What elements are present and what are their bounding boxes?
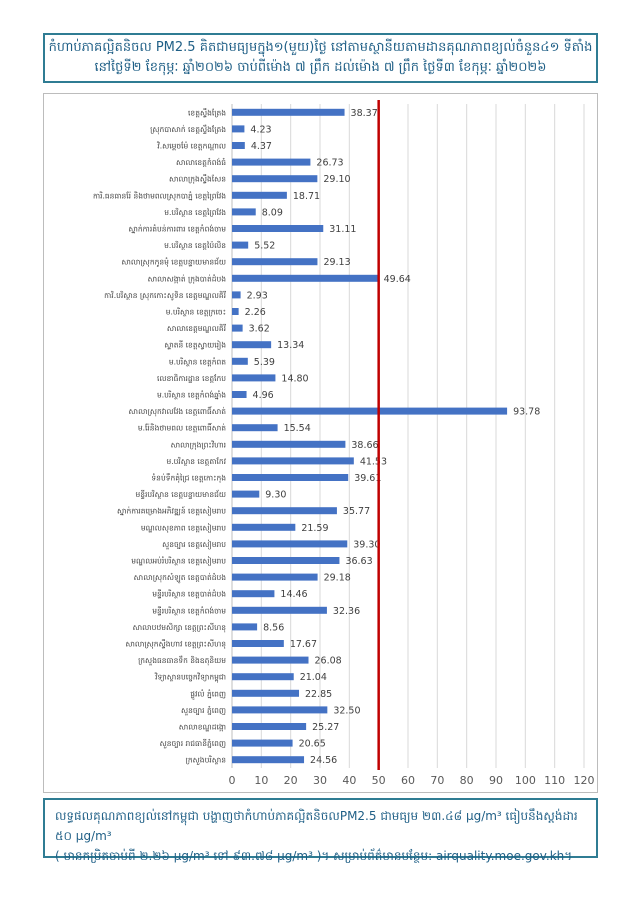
bar: [232, 258, 317, 265]
value-label: 29.18: [323, 572, 351, 584]
bar: [232, 159, 310, 166]
category-label: សាលាខេត្តមណ្ឌលគិរី: [166, 324, 226, 334]
x-tick-label: 0: [228, 774, 236, 787]
value-label: 3.62: [248, 323, 270, 335]
value-label: 32.36: [332, 605, 361, 617]
value-label: 8.56: [263, 622, 285, 634]
value-label: 21.59: [301, 522, 329, 534]
bar: [232, 723, 306, 730]
grid-lines: [232, 104, 584, 768]
value-label: 93.78: [513, 406, 541, 418]
x-tick-label: 80: [459, 774, 474, 787]
category-label: ម.បរិស្ថាន ខេត្តកំពត: [168, 357, 226, 367]
category-label: សួនច្បារ ភ្នំពេញ: [181, 705, 226, 715]
value-label: 20.65: [298, 738, 326, 750]
bar: [232, 441, 345, 448]
bar: [232, 540, 347, 547]
bar: [232, 574, 318, 581]
value-label: 32.50: [333, 705, 361, 717]
category-label: ម.បរិស្ថាន ខេត្តកំពង់ឆ្នាំង: [156, 390, 226, 400]
website-link[interactable]: airquality.moe.gov.kh: [435, 849, 565, 863]
bar: [232, 142, 245, 149]
bar: [232, 623, 257, 630]
bar-chart: [44, 94, 597, 792]
bar: [232, 358, 248, 365]
value-label: 39.30: [353, 539, 381, 551]
category-label: ម.បរិស្ថាន ខេត្តតាកែវ: [166, 456, 226, 466]
value-label: 14.46: [280, 589, 308, 601]
category-label: សាលាខណ្ឌដង្កោ: [178, 722, 226, 732]
category-label: ស្នាក់ការតំបន់ការពារ ខេត្តកំពង់ចាម: [128, 224, 226, 234]
value-label: 29.10: [323, 174, 351, 186]
category-label: លេខាធិការដ្ឋាន ខេត្តកែប: [156, 373, 226, 383]
category-label: មន្ទីរបរិស្ថាន ខេត្តបាត់ដំបង: [152, 589, 226, 599]
bar: [232, 706, 327, 713]
value-label: 25.27: [312, 722, 340, 733]
bar: [232, 657, 309, 664]
x-tick-label: 90: [489, 774, 503, 787]
bar: [232, 192, 287, 199]
value-label: 17.67: [289, 639, 318, 650]
category-label: ស្ទាតនី ខេត្តស្វាយរៀង: [164, 340, 226, 350]
value-label: 29.13: [323, 257, 351, 269]
category-label: សាលាស្រុកស្ទឹងហាវ ខេត្តព្រះសីហនុ: [125, 639, 226, 649]
bar: [232, 673, 294, 680]
bar: [232, 690, 299, 697]
x-tick-label: 20: [283, 774, 298, 787]
category-label: សាលាសង្កាត់ ក្រុងបាត់ដំបង: [147, 274, 226, 284]
category-label: មណ្ឌលអប់រំបរិស្ថាន ខេត្តសៀមរាប: [131, 556, 226, 566]
value-label: 4.37: [250, 141, 272, 152]
category-label: ការិ.បរិស្ថាន ស្រុកកោះសូទិន ខេត្តមណ្ឌលគិរី: [104, 290, 226, 300]
bar: [232, 308, 239, 315]
category-label: ទំនប់ទឹកគុំជ្រៃ ខេត្តកោះកុង: [151, 473, 226, 483]
category-label: សាលាក្រុងព្រះវិហារ: [170, 440, 226, 450]
category-label: សាលាខេត្តកំពង់ធំ: [176, 158, 226, 168]
x-tick-label: 60: [401, 774, 415, 787]
value-label: 8.09: [261, 207, 283, 219]
category-label: សួនច្បារ ខេត្តសៀមរាប: [162, 539, 226, 549]
category-label: វិ.សម្តេចម៉ែ ខេត្តកណ្ដាល: [157, 141, 226, 151]
bar: [232, 557, 339, 564]
category-label: ស្រុកបាសាក់ ខេត្តស្ទឹងត្រែង: [150, 124, 226, 134]
summary-line-1: លទ្ធផលគុណភាពខ្យល់នៅកម្ពុជា បង្ហាញថាកំហាប់ភាគល្អិតនិចលPM2.5 ជាមធ្យម ២៣.៤៨ µg/m³ ធៀបនឹងស្តង់ដារ ៥០ µg/m³: [55, 809, 578, 843]
bar: [232, 325, 243, 332]
x-tick-label: 100: [514, 774, 536, 787]
bar: [232, 740, 293, 747]
x-tick-label: 120: [573, 774, 595, 787]
bar: [232, 524, 295, 531]
category-label: ម.បរិស្ថាន ខេត្តប៉ៃលិន: [164, 241, 226, 251]
value-label: 35.77: [342, 506, 371, 518]
category-label: ស្នាក់ការគម្រោងអភិវឌ្ឍន៍ ខេត្តសៀមរាប: [116, 506, 226, 516]
category-label: មន្ទីរបរិស្ថាន ខេត្តបន្ទាយមានជ័យ: [135, 490, 226, 500]
category-label: មណ្ឌលសុខភាព ខេត្តសៀមរាប: [140, 523, 226, 533]
category-label: សាលាក្រុងស្ទឹងសែន: [169, 174, 226, 184]
value-label: 2.93: [246, 290, 268, 302]
summary-line-2: [55, 846, 590, 866]
bar: [232, 341, 271, 348]
bar: [232, 391, 247, 398]
category-label: មន្ទីរបរិស្ថាន ខេត្តកំពង់ចាម: [152, 606, 226, 616]
value-label: 26.08: [314, 655, 342, 667]
value-label: 9.30: [265, 489, 287, 501]
value-label: 49.64: [383, 273, 411, 285]
category-label: ក្រសួងបរិស្ថាន: [185, 755, 226, 765]
value-label: 2.26: [244, 307, 266, 318]
value-label: 15.54: [283, 423, 311, 435]
value-label: 5.52: [254, 240, 276, 252]
bar: [232, 457, 354, 464]
value-label: 36.63: [345, 556, 373, 567]
value-label: 13.34: [277, 340, 305, 352]
category-label: សាលាបឋមសិក្សា ខេត្តព្រះសីហនុ: [132, 622, 226, 632]
x-tick-label: 40: [342, 774, 357, 787]
bar: [232, 275, 378, 282]
x-tick-label: 10: [254, 774, 269, 787]
value-label: 18.71: [292, 190, 321, 202]
value-label: 39.61: [354, 473, 382, 484]
bar: [232, 491, 259, 498]
bar: [232, 424, 278, 431]
category-label: សួនច្បារ រាជធានីភ្នំពេញ: [159, 739, 226, 749]
category-label: ម.បរិស្ថាន ខេត្តក្រចេះ: [165, 307, 226, 317]
bar: [232, 408, 507, 415]
category-label: ម.រ៉ែនិងថាមពល ខេត្តពោធិ៍សាត់: [137, 423, 226, 433]
category-labels: [93, 107, 227, 765]
bar: [232, 242, 248, 249]
value-label: 4.96: [252, 390, 274, 401]
value-label: 24.56: [310, 755, 338, 767]
value-label: 4.23: [250, 124, 272, 136]
value-label: 38.37: [350, 107, 378, 119]
category-label: សាលាស្រុកវាលវែង ខេត្តពោធិ៍សាត់: [128, 407, 226, 417]
category-label: សាលាស្រុកសំឡូត ខេត្តបាត់ដំបង: [133, 573, 226, 583]
category-label: វិទ្យាស្ថានបច្ចេកវិទ្យាកម្ពុជា: [155, 672, 226, 682]
value-label: 26.73: [316, 157, 344, 169]
value-label: 31.11: [329, 224, 357, 235]
category-label: សាលាស្រុកកូនមុំ ខេត្តបន្ទាយមានជ័យ: [121, 257, 226, 267]
title-line-1: កំហាប់ភាគល្អិតនិចល PM2.5 គិតជាមធ្យមក្នុង១(មួយ)ថ្ងៃ នៅតាមស្ថានីយតាមដានគុណភាពខ្យល់ចំនួន៤១ ទីតាំង: [48, 40, 593, 55]
category-label: ខេត្តស្ទឹងត្រែង: [188, 108, 226, 118]
chart-title-box: [43, 33, 598, 83]
x-tick-label: 30: [313, 774, 327, 787]
title-line-2: នៅថ្ងៃទី២ ខែកុម្ភៈ ឆ្នាំ២០២៦ ចាប់ពីម៉ោង ៧ ព្រឹក ដល់ម៉ោង ៧ ព្រឹក ថ្ងៃទី៣ ខែកុម្ភៈ ឆ្នាំ២០២៦: [94, 60, 547, 75]
category-label: ម.បរិស្ថាន ខេត្តព្រៃវែង: [164, 207, 226, 217]
category-label: ផ្លូវលំ ភ្នំពេញ: [190, 689, 226, 699]
value-label: 5.39: [253, 356, 275, 368]
bar: [232, 756, 304, 763]
category-label: ការិ.ធនធានរ៉ែ និងថាមពលស្រុកបាភ្នំ ខេត្តព្រៃវែង: [92, 191, 226, 201]
bar: [232, 590, 274, 597]
bar: [232, 208, 256, 215]
value-label: 22.85: [305, 688, 333, 700]
x-tick-label: 50: [371, 774, 386, 787]
bar: [232, 109, 345, 116]
bar: [232, 507, 337, 514]
x-tick-labels: [229, 774, 595, 787]
bar: [232, 125, 244, 132]
bar: [232, 225, 323, 232]
x-tick-label: 70: [430, 774, 445, 787]
bar: [232, 640, 284, 647]
bar: [232, 291, 241, 298]
summary-box: [43, 798, 598, 863]
value-label: 14.80: [281, 373, 309, 385]
bar: [232, 374, 275, 381]
bar: [232, 607, 327, 614]
summary-end: ។: [564, 849, 573, 863]
x-tick-label: 110: [544, 774, 566, 787]
bar: [232, 175, 317, 182]
value-label: 38.66: [351, 439, 379, 451]
value-label: 41.53: [359, 456, 388, 468]
chart-panel: [43, 93, 598, 793]
value-label: 21.04: [299, 672, 327, 684]
summary-text: ( មានកម្រិតចាប់ពី ២.២៦ µg/m³ ទៅ ៩៣.៧៨ µg/m³ )។ សម្រាប់ព័ត៌មានបន្ថែម:: [55, 849, 433, 863]
bar: [232, 474, 348, 481]
category-label: ក្រសួងធនធានទឹក និងឧតុនិយម: [138, 656, 226, 666]
